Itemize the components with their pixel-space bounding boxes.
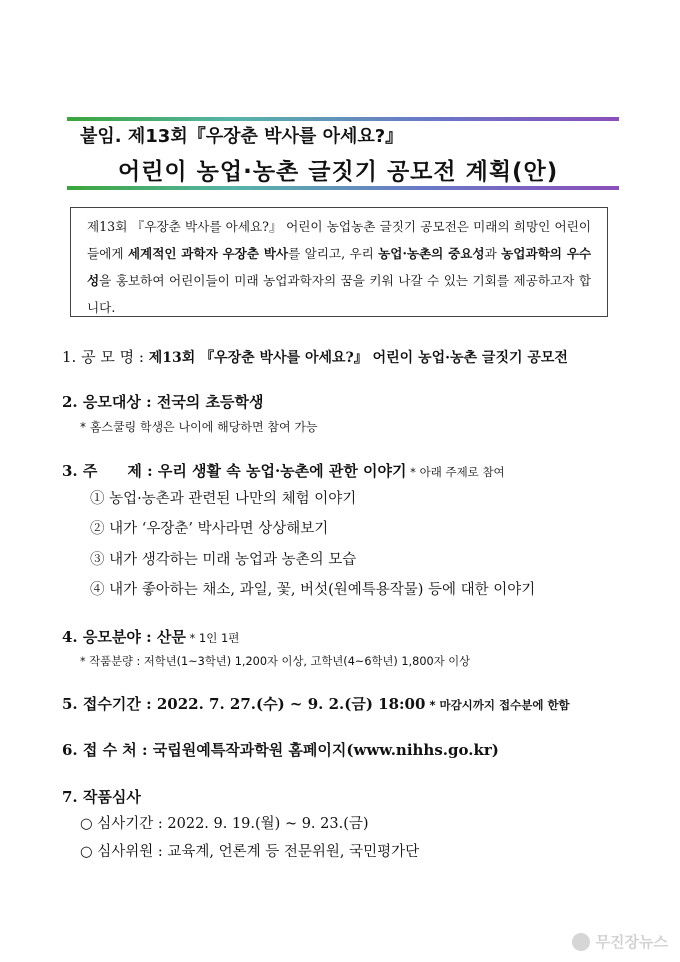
section-3-aside: * 아래 주제로 참여 [406,465,505,479]
section-category [62,626,239,647]
section-1-label: 1. 공 모 명 : [62,348,149,366]
topic-item: ④ 내가 좋아하는 채소, 과일, 꽃, 버섯(원예특용작물) 등에 대한 이야기 [90,582,536,598]
section-3-value: 우리 생활 속 농업·농촌에 관한 이야기 [157,462,407,480]
section-4-value: 산문 [156,628,186,646]
section-period [62,693,570,714]
watermark-text: 무진장뉴스 [595,933,668,951]
topic-item: ② 내가 ‘우장춘’ 박사라면 상상해보기 [90,521,329,537]
section-2-value: 전국의 초등학생 [156,393,264,411]
section-1-value: 제13회 『우장춘 박사를 아세요?』 어린이 농업·농촌 글짓기 공모전 [148,350,568,366]
section-submission [62,739,499,760]
judging-item: ○ 심사위원 : 교육계, 언론계 등 전문위원, 국민평가단 [80,844,420,860]
title-bottom-line [67,186,619,190]
intro-box [70,207,608,317]
section-4-note: * 작품분량 : 저학년(1~3학년) 1,200자 이상, 고학년(4~6학년) 1,800자 이상 [80,655,471,668]
section-7-label: 7. 작품심사 [62,788,141,806]
intro-text-4: 을 홍보하여 어린이들이 미래 농업과학자의 꿈을 키워 나갈 수 있는 기회를 제공하고자 합니다. [87,273,591,315]
section-5-aside: * 마감시까지 접수분에 한함 [425,698,570,712]
section-4-aside: * 1인 1편 [185,631,240,645]
section-eligibility [62,391,263,412]
topic-item: ① 농업·농촌과 관련된 나만의 체험 이야기 [90,491,357,507]
intro-bold-1: 세계적인 과학자 우장춘 박사 [127,246,289,261]
section-2-label: 2. 응모대상 : [62,393,157,411]
title-line2: 어린이 농업·농촌 글짓기 공모전 계획(안) [118,159,559,185]
section-judging [62,786,141,807]
section-5-value: 2022. 7. 27.(수) ~ 9. 2.(금) 18:00 [156,695,426,713]
section-4-label: 4. 응모분야 : [62,628,157,646]
watermark [572,931,668,952]
judging-item: ○ 심사기간 : 2022. 9. 19.(월) ~ 9. 23.(금) [80,816,369,832]
section-6-value: 국립원예특작과학원 홈페이지(www.nihhs.go.kr) [152,741,499,759]
intro-text-3: 과 [484,246,502,261]
section-5-label: 5. 접수기간 : [62,695,157,713]
intro-bold-2: 농업·농촌의 중요성 [378,246,485,261]
section-2-note: * 홈스쿨링 학생은 나이에 해당하면 참여 가능 [80,420,318,434]
section-topic [62,460,505,481]
topic-item: ③ 내가 생각하는 미래 농업과 농촌의 모습 [90,552,357,568]
title-top-line [67,117,619,121]
intro-bold-3: 농업과학의 우수성 [87,246,592,288]
intro-text-1: 제13회 『우장춘 박사를 아세요?』 어린이 농업농촌 글짓기 공모전은 미래의 희망인 어린이들에게 [87,219,591,261]
intro-text-2: 를 알리고, 우리 [288,246,379,261]
mountain-logo-icon [572,933,590,951]
section-3-label: 3. 주 제 : [62,462,158,480]
section-6-label: 6. 접 수 처 : [62,741,153,759]
title-line1: 붙임. 제13회『우장춘 박사를 아세요?』 [80,126,404,147]
section-contest-name [62,346,568,367]
